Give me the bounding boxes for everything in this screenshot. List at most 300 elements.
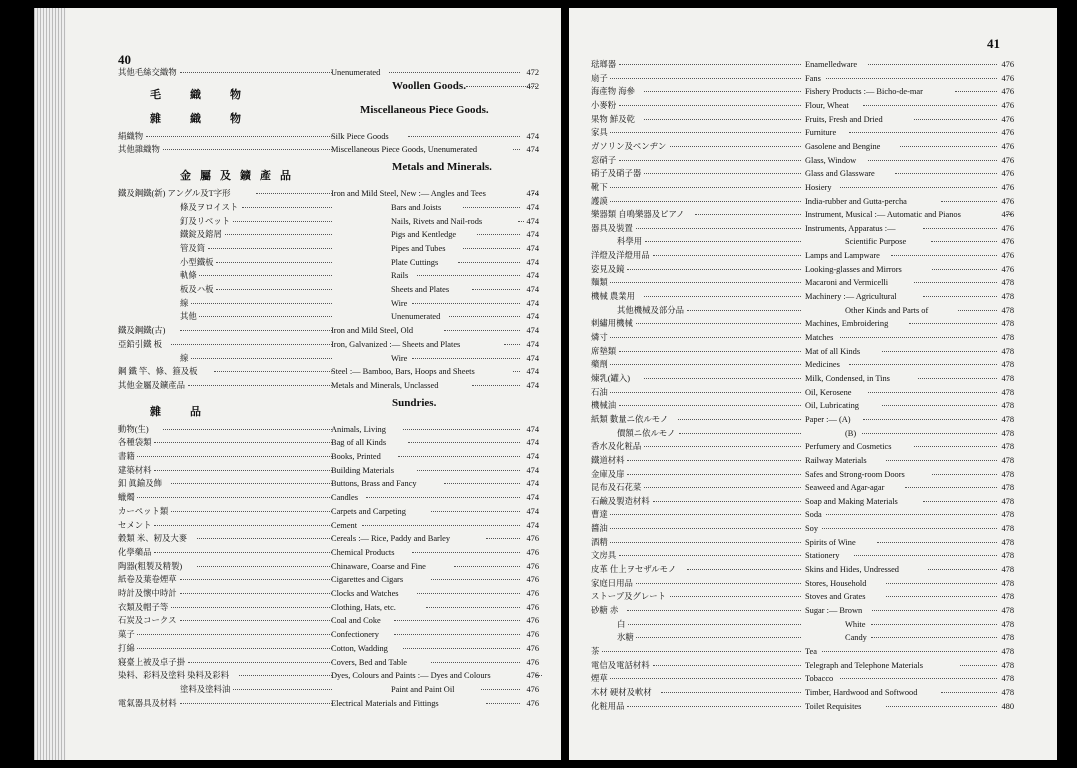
page-ref: 476 [1001,237,1014,247]
table-row [34,379,561,392]
page-ref: 478 [1001,660,1014,670]
leader-dots [670,596,802,597]
leader-dots [242,207,333,208]
table-row [34,436,561,449]
en-label: Telegraph and Telephone Materials [805,660,923,670]
table-row [34,228,561,241]
table-row [569,659,1057,672]
leader-dots [171,483,332,484]
en-label: Scientific Purpose [845,237,907,247]
jp-label: 鐵道材料 [591,455,625,465]
en-label: Timber, Hardwood and Softwood [805,687,918,697]
leader-dots [628,624,802,625]
table-row [569,468,1057,481]
jp-label: 書籍 [118,452,135,461]
leader-dots [216,289,332,290]
leader-dots [208,248,333,249]
leader-dots [610,364,801,365]
en-label: Machines, Embroidering [805,319,889,329]
leader-dots [644,296,801,297]
page-ref: 476 [1001,100,1014,110]
en-label: Toilet Requisites [805,701,862,711]
jp-label: 石油 [591,387,608,397]
jp-label: 軌條 [180,271,197,281]
page-ref: 474 [526,230,539,240]
table-row [569,522,1057,535]
leader-dots [863,105,997,106]
left-page [34,8,561,760]
page-ref: 474 [526,339,539,349]
leader-dots [199,316,332,317]
jp-label: 文房具 [591,551,617,561]
page-ref: 478 [1001,578,1014,588]
table-row [569,126,1057,139]
en-label: Soda [805,510,822,520]
jp-label: 酒精 [591,537,608,547]
page-ref: 478 [1001,537,1014,547]
jp-label: 靴下 [591,182,608,192]
table-row [34,187,561,200]
page-ref: 476 [1001,128,1014,138]
leader-dots [403,648,520,649]
jp-label: 石炭及コークス [118,616,177,626]
jp-label: 砂糖 赤 [591,606,619,615]
en-label: Buttons, Brass and Fancy [331,479,417,489]
en-label: Rails [391,271,409,281]
header-page-ref [34,80,561,93]
table-row [569,563,1057,576]
table-row [569,481,1057,494]
leader-dots [627,610,801,611]
page-ref: 476 [526,602,539,612]
en-label: Enamelledware [805,60,858,69]
page-ref: 476 [1001,114,1014,124]
right-page [569,8,1057,760]
en-label: Mat of all Kinds [805,346,861,356]
page-ref: 474 [526,285,539,294]
table-row [569,113,1057,126]
en-label: Oil, Lubricating [805,401,859,411]
en-label: Cement [331,520,358,530]
leader-dots [171,511,332,512]
en-label: Flour, Wheat [805,100,849,110]
leader-dots [610,132,801,133]
page-ref: 474 [526,257,539,267]
page-ref: 474 [526,131,539,141]
jp-label: 麵類 [591,278,608,288]
leader-dots [653,501,802,502]
page-ref: 476 [1001,264,1014,274]
table-row [34,201,561,214]
en-label: Wire [391,353,408,363]
jp-label: 各種袋類 [118,438,152,448]
jp-label: 護謨 [591,196,608,206]
jp-label: セメント [118,520,152,530]
leader-dots [362,525,520,526]
en-label: Cereals :— Rice, Paddy and Barley [331,534,451,544]
table-row [34,338,561,351]
jp-label: 藥劑 [591,360,608,370]
page-ref: 478 [1001,442,1014,452]
leader-dots [214,371,333,372]
jp-label: 陶器(粗製及精製) [118,561,183,571]
en-label: Sugar :— Brown [805,606,863,615]
leader-dots [644,487,801,488]
table-row [34,546,561,559]
table-row [569,549,1057,562]
en-label: Iron and Mild Steel, Old [331,326,414,336]
en-label: Unenumerated [391,312,441,322]
leader-dots [188,385,332,386]
jp-label: ストーブ及グレート [591,592,666,602]
en-label: Spirits of Wine [805,537,856,547]
jp-label: 蠟燭 [118,493,135,503]
table-row [569,358,1057,371]
en-label: Matches [805,333,834,342]
page-ref: 474 [526,380,539,390]
table-row [34,352,561,365]
page-ref: 472 [526,81,539,91]
table-row [569,440,1057,453]
leader-dots [610,514,801,515]
en-label: Nails, Rivets and Nail-rods [391,216,483,226]
page-ref: 476 [1001,223,1014,233]
leader-dots [171,607,332,608]
page-ref: 474 [526,452,539,461]
leader-dots [137,648,332,649]
leader-dots [619,405,802,406]
page-ref: 478 [1001,633,1014,643]
page-ref: 474 [526,216,539,226]
leader-dots [394,634,520,635]
leader-dots [627,474,801,475]
jp-label: 昆布及石花菜 [591,483,642,493]
en-label: Tobacco [805,674,834,684]
jp-label: 紙類 數量ニ依ルモノ [591,414,669,424]
jp-label: 絹織物 [118,131,144,141]
jp-label: 香水及化粧品 [591,442,642,452]
page-ref: 476 [526,630,539,640]
page-ref: 474 [526,465,539,475]
page-ref: 474 [526,479,539,489]
leader-dots [610,528,801,529]
table-row [569,222,1057,235]
page-ref: 474 [526,353,539,363]
en-label: Cigarettes and Cigars [331,575,404,585]
jp-label: 釘及リベット [180,216,231,226]
en-label: Hosiery [805,182,832,192]
leader-dots [679,433,802,434]
jp-label: 硝子及硝子器 [591,169,642,179]
leader-dots [849,132,997,133]
en-label: Building Materials [331,465,395,475]
table-row [569,99,1057,112]
page-ref: 478 [1001,606,1014,615]
en-label: White [845,619,866,629]
leader-dots [154,470,332,471]
leader-dots [154,525,332,526]
jp-label: 石鹼及製造材料 [591,496,650,506]
table-row [34,519,561,532]
jp-label: 其他雜織物 [118,145,160,155]
jp-label: 機械 農業用 [591,292,635,302]
table-row [34,143,561,156]
page-ref: 478 [1001,510,1014,520]
en-label: Machinery :— Agricultural [805,292,897,302]
jp-label: 紙卷及葉卷煙草 [118,575,177,585]
leader-dots [180,72,333,73]
leader-dots [610,201,801,202]
jp-label: 管及筒 [180,243,206,253]
leader-dots [366,497,520,498]
table-row [569,345,1057,358]
table-row [569,536,1057,549]
page-ref: 476 [526,547,539,557]
table-row [569,631,1057,644]
jp-label: 板及ハ板 [180,285,214,294]
page-ref: 478 [1001,524,1014,534]
leader-dots [868,392,997,393]
leader-dots [619,105,802,106]
jp-label: 家具 [591,128,608,138]
jp-label: 其他 [180,312,197,322]
jp-label: 家庭日用品 [591,578,633,588]
en-label: Candy [845,633,867,643]
page-ref: 474 [526,189,539,199]
section-header-jp: 雜 品 [150,405,210,418]
en-label: Iron and Mild Steel, New :— Angles and Tees [331,189,486,199]
jp-label: 化粧用品 [591,701,625,711]
table-row [569,290,1057,303]
leader-dots [403,429,520,430]
en-label: Stores, Household [805,578,867,588]
leader-dots [180,579,333,580]
leader-dots [687,569,802,570]
table-row [569,304,1057,317]
en-label: Iron, Galvanized :— Sheets and Plates [331,339,461,349]
jp-label: 樂器類 自鳴樂器及ピアノ [591,210,685,220]
en-label: Instruments, Apparatus :— [805,223,896,233]
table-row [34,560,561,573]
en-label: Paper :— (A) [805,414,851,424]
table-row [34,242,561,255]
page-ref: 476 [526,698,539,708]
section-header-jp: 毛 織 物 [150,88,250,101]
leader-dots [180,703,333,704]
leader-dots [610,282,801,283]
jp-label: 化學藥品 [118,547,152,557]
page-ref: 476 [1001,141,1014,151]
section-header: Woollen Goods. [392,79,466,92]
en-label: Stationery [805,551,840,561]
table-row [34,532,561,545]
jp-label: 皮革 仕上ヲセザルモノ [591,565,677,575]
table-row [34,628,561,641]
table-row [34,491,561,504]
en-label: Other Kinds and Parts of [845,305,929,315]
table-row [34,365,561,378]
page-ref: 474 [526,438,539,448]
table-row [569,399,1057,412]
en-label: Soap and Making Materials [805,496,898,506]
table-row [34,423,561,436]
leader-dots [389,72,520,73]
leader-dots [197,566,333,567]
jp-label: 寢臺上被及卓子掛 [118,657,185,667]
jp-label: 海產物 海參 [591,87,635,97]
leader-dots [627,269,801,270]
page-ref: 474 [526,367,539,377]
table-row [34,587,561,600]
table-row [34,310,561,323]
page-ref: 474 [526,312,539,322]
en-label: (B) [845,428,857,438]
en-label: Tea [805,646,817,656]
page-ref: 478 [1001,455,1014,465]
en-label: Wire [391,298,408,308]
table-row [569,276,1057,289]
leader-dots [840,678,997,679]
leader-dots [191,358,333,359]
page-ref: 474 [526,424,539,434]
en-label: Clocks and Watches [331,589,399,598]
jp-label: 其他機械及部分品 [617,305,684,315]
leader-dots [610,392,801,393]
jp-label: 席墊類 [591,346,617,356]
table-row [569,154,1057,167]
page-ref: 474 [526,298,539,308]
section-header-jp: 雜 織 物 [150,112,250,125]
jp-label: 琺瑯器 [591,60,617,69]
page-ref: 478 [1001,592,1014,602]
en-label: Unenumerated [331,68,381,77]
jp-label: 小型鐵板 [180,257,214,267]
leader-dots [394,620,520,621]
en-label: Perfumery and Cosmetics [805,442,892,452]
en-label: Confectionery [331,630,379,640]
leader-dots [610,78,801,79]
en-label: Chemical Products [331,547,395,557]
leader-dots [868,64,997,65]
page-ref: 476 [1001,210,1014,220]
page-ref: 476 [1001,251,1014,261]
en-label: Steel :— Bamboo, Bars, Hoops and Sheets [331,367,475,377]
page-ref: 478 [1001,360,1014,370]
leader-dots [610,187,801,188]
jp-label: 白 [617,619,626,629]
leader-dots [191,303,333,304]
page-ref: 478 [1001,674,1014,684]
leader-dots [854,555,997,556]
table-row [34,642,561,655]
page-ref: 478 [1001,305,1014,315]
page-ref: 474 [526,271,539,281]
leader-dots [216,262,332,263]
page-ref: 478 [1001,319,1014,329]
en-label: Animals, Living [331,424,386,434]
jp-label: 電信及電話材料 [591,660,650,670]
jp-label: カーペット類 [118,506,169,516]
leader-dots [610,337,801,338]
table-row [569,454,1057,467]
leader-dots [627,706,801,707]
section-header-jp: 金屬及鑛產品 [180,170,300,183]
en-label: Pigs and Kentledge [391,230,457,240]
table-row [569,495,1057,508]
table-row [569,604,1057,617]
leader-dots [171,344,332,345]
leader-dots [619,64,802,65]
en-label: Chinaware, Coarse and Fine [331,561,426,571]
en-label: Candles [331,493,358,503]
jp-label: 金庫及扉 [591,469,625,479]
page-ref: 476 [526,616,539,626]
jp-label: 建築材料 [118,465,152,475]
jp-label: 染料、彩料及塗料 染料及彩料 [118,671,229,681]
leader-dots [199,275,332,276]
jp-label: 茶 [591,646,600,656]
table-row [569,208,1057,221]
leader-dots [610,678,801,679]
page-ref: 474 [526,493,539,503]
en-label: Soy [805,524,819,534]
jp-label: 鐵錠及鎔屑 [180,230,222,240]
table-row [34,464,561,477]
page-ref: 476 [526,561,539,571]
page-ref: 476 [526,657,539,667]
en-label: Gasolene and Bengine [805,141,881,151]
page-ref: 476 [526,684,539,694]
leader-dots [239,675,332,676]
leader-dots [840,187,997,188]
leader-dots [233,689,332,690]
en-label: Silk Piece Goods [331,131,389,141]
jp-label: 姿見及鏡 [591,264,625,274]
leader-dots [619,555,802,556]
page-ref: 478 [1001,346,1014,356]
jp-label: 果物 鮮及乾 [591,114,635,124]
en-label: Skins and Hides, Undressed [805,565,899,575]
jp-label: 燐寸 [591,333,608,342]
en-label: Safes and Strong-room Doors [805,469,905,479]
page-ref: 476 [1001,73,1014,83]
en-label: Furniture [805,128,837,138]
table-row [569,386,1057,399]
page-ref: 478 [1001,619,1014,629]
jp-label: 打綿 [118,643,135,653]
table-row [569,672,1057,685]
table-row [569,645,1057,658]
leader-dots [644,119,801,120]
page-ref: 474 [526,145,539,155]
jp-label: 價額ニ依ルモノ [617,428,676,438]
table-row [569,508,1057,521]
jp-label: 其他毛絲交織物 [118,68,177,77]
leader-dots [398,456,520,457]
leader-dots [627,460,801,461]
jp-label: 鐵及鋼鐵(古) [118,326,166,336]
en-label: Carpets and Carpeting [331,506,406,516]
leader-dots [154,552,332,553]
en-label: Covers, Bed and Table [331,657,408,667]
table-row [569,413,1057,426]
leader-dots [822,651,997,652]
page-ref: 476 [526,534,539,544]
page-ref: 478 [1001,496,1014,506]
table-row [569,317,1057,330]
en-label: Stoves and Grates [805,592,866,602]
page-ref: 476 [1001,196,1014,206]
